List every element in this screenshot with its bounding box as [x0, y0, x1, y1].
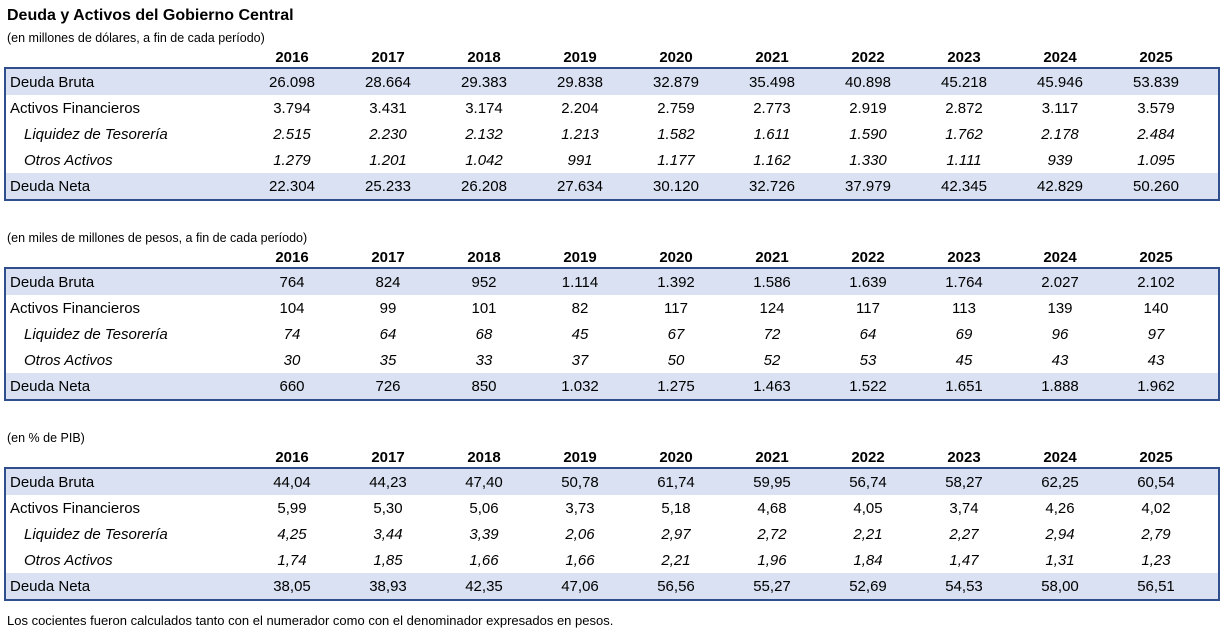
year-header-row [4, 246, 1220, 267]
data-cell: 1.095 [1137, 151, 1175, 169]
row-label: Deuda Neta [10, 177, 91, 195]
data-cell: 54,53 [945, 577, 983, 595]
table-row [6, 173, 1218, 199]
data-cell: 726 [375, 377, 401, 395]
data-cell: 1.201 [369, 151, 407, 169]
year-header-cell: 2020 [659, 49, 693, 66]
footnote: Los cocientes fueron calculados tanto con el numerador como con el denominador expresados en pesos. [7, 613, 614, 628]
data-cell: 4,02 [1141, 499, 1171, 517]
data-cell: 58,00 [1041, 577, 1079, 595]
data-cell: 824 [375, 273, 401, 291]
data-cell: 139 [1047, 299, 1073, 317]
data-cell: 56,74 [849, 473, 887, 491]
data-cell: 1.522 [849, 377, 887, 395]
data-cell: 1.962 [1137, 377, 1175, 395]
table-row [6, 495, 1218, 521]
data-cell: 69 [955, 325, 973, 343]
table-row [6, 469, 1218, 495]
row-label: Deuda Neta [10, 577, 91, 595]
data-cell: 58,27 [945, 473, 983, 491]
year-header-cell: 2023 [947, 49, 981, 66]
year-header-cell: 2016 [275, 49, 309, 66]
data-cell: 26.208 [461, 177, 507, 195]
data-cell: 43 [1051, 351, 1069, 369]
data-cell: 1,47 [949, 551, 979, 569]
data-cell: 1,66 [469, 551, 499, 569]
data-cell: 850 [471, 377, 497, 395]
row-label: Deuda Neta [10, 377, 91, 395]
data-cell: 5,99 [277, 499, 307, 517]
year-header-cell: 2017 [371, 49, 405, 66]
row-label: Liquidez de Tesorería [24, 125, 168, 143]
data-cell: 5,06 [469, 499, 499, 517]
data-cell: 2.919 [849, 99, 887, 117]
data-cell: 38,05 [273, 577, 311, 595]
table-row [6, 373, 1218, 399]
year-header-cell: 2017 [371, 449, 405, 466]
year-header-cell: 2020 [659, 249, 693, 266]
data-cell: 117 [664, 299, 688, 317]
row-label: Otros Activos [24, 551, 113, 569]
data-cell: 124 [759, 299, 785, 317]
data-cell: 29.383 [461, 73, 507, 91]
data-cell: 3.117 [1041, 99, 1079, 117]
year-header-cell: 2019 [563, 249, 597, 266]
data-cell: 56,51 [1137, 577, 1175, 595]
row-label: Otros Activos [24, 351, 113, 369]
year-header-cell: 2022 [851, 249, 885, 266]
data-cell: 22.304 [269, 177, 315, 195]
year-header-cell: 2021 [755, 249, 789, 266]
year-header-cell: 2021 [755, 49, 789, 66]
data-cell: 1.764 [945, 273, 983, 291]
data-cell: 1.111 [946, 151, 982, 169]
data-cell: 42,35 [465, 577, 503, 595]
data-cell: 2,72 [757, 525, 787, 543]
data-cell: 82 [571, 299, 589, 317]
data-cell: 1.586 [753, 273, 791, 291]
data-cell: 2.132 [465, 125, 503, 143]
table-row [6, 295, 1218, 321]
table-subtitle: (en miles de millones de pesos, a fin de cada período) [7, 231, 308, 245]
year-header-row [4, 46, 1220, 67]
table-row [6, 69, 1218, 95]
year-header-row [4, 446, 1220, 467]
year-header-cell: 2023 [947, 449, 981, 466]
table-row [6, 547, 1218, 573]
table-row [6, 121, 1218, 147]
data-cell: 4,05 [853, 499, 883, 517]
table-row [6, 347, 1218, 373]
data-cell: 113 [952, 299, 976, 317]
data-cell: 3,39 [469, 525, 499, 543]
data-cell: 45.218 [941, 73, 987, 91]
data-cell: 2.204 [561, 99, 599, 117]
data-cell: 1.114 [561, 273, 599, 291]
data-cell: 2.230 [369, 125, 407, 143]
table-subtitle: (en millones de dólares, a fin de cada período) [7, 31, 265, 45]
data-cell: 74 [283, 325, 301, 343]
data-cell: 1.162 [753, 151, 791, 169]
data-cell: 2,97 [661, 525, 691, 543]
data-cell: 3.174 [465, 99, 503, 117]
data-cell: 1,84 [853, 551, 883, 569]
data-cell: 26.098 [269, 73, 315, 91]
data-cell: 42.345 [941, 177, 987, 195]
data-cell: 52 [763, 351, 781, 369]
data-cell: 1.275 [657, 377, 695, 395]
data-cell: 1.463 [753, 377, 791, 395]
row-label: Activos Financieros [10, 299, 141, 317]
data-cell: 1.330 [849, 151, 887, 169]
data-cell: 2.484 [1137, 125, 1175, 143]
table-subtitle: (en % de PIB) [7, 431, 85, 445]
data-cell: 47,40 [465, 473, 503, 491]
table-row [6, 269, 1218, 295]
data-cell: 2.178 [1041, 125, 1079, 143]
year-header-cell: 2023 [947, 249, 981, 266]
data-cell: 97 [1147, 325, 1165, 343]
row-label: Deuda Bruta [10, 73, 95, 91]
data-cell: 140 [1143, 299, 1169, 317]
data-cell: 45.946 [1037, 73, 1083, 91]
data-cell: 1,23 [1141, 551, 1171, 569]
table-row [6, 573, 1218, 599]
data-cell: 1.177 [657, 151, 695, 169]
data-cell: 3.794 [273, 99, 311, 117]
year-header-cell: 2019 [563, 49, 597, 66]
year-header-cell: 2019 [563, 449, 597, 466]
data-cell: 1.042 [465, 151, 503, 169]
data-cell: 45 [571, 325, 589, 343]
year-header-cell: 2025 [1139, 49, 1173, 66]
data-cell: 5,30 [373, 499, 403, 517]
table-row [6, 95, 1218, 121]
data-cell: 32.726 [749, 177, 795, 195]
row-label: Liquidez de Tesorería [24, 525, 168, 543]
data-cell: 67 [667, 325, 685, 343]
data-cell: 28.664 [365, 73, 411, 91]
data-cell: 60,54 [1137, 473, 1175, 491]
data-table [4, 67, 1220, 201]
year-header-cell: 2022 [851, 449, 885, 466]
data-cell: 56,56 [657, 577, 695, 595]
table-row [6, 321, 1218, 347]
data-cell: 27.634 [557, 177, 603, 195]
year-header-cell: 2018 [467, 449, 501, 466]
data-cell: 2,79 [1141, 525, 1171, 543]
data-cell: 50,78 [561, 473, 599, 491]
data-cell: 42.829 [1037, 177, 1083, 195]
data-cell: 99 [379, 299, 397, 317]
data-cell: 33 [475, 351, 493, 369]
data-cell: 43 [1147, 351, 1165, 369]
data-cell: 4,68 [757, 499, 787, 517]
row-label: Otros Activos [24, 151, 113, 169]
data-cell: 2,21 [661, 551, 691, 569]
data-cell: 5,18 [661, 499, 691, 517]
row-label: Activos Financieros [10, 99, 141, 117]
data-cell: 1,85 [373, 551, 403, 569]
data-cell: 30.120 [653, 177, 699, 195]
data-cell: 4,26 [1045, 499, 1075, 517]
data-cell: 2.027 [1041, 273, 1079, 291]
data-cell: 1.032 [561, 377, 599, 395]
data-cell: 3.579 [1137, 99, 1175, 117]
data-cell: 25.233 [365, 177, 411, 195]
data-cell: 53.839 [1133, 73, 1179, 91]
data-cell: 59,95 [753, 473, 791, 491]
data-cell: 1.762 [945, 125, 983, 143]
year-header-cell: 2024 [1043, 49, 1077, 66]
data-cell: 952 [471, 273, 497, 291]
data-cell: 939 [1047, 151, 1073, 169]
data-cell: 2,21 [853, 525, 883, 543]
data-cell: 50 [667, 351, 685, 369]
data-cell: 1.279 [273, 151, 311, 169]
data-cell: 660 [279, 377, 305, 395]
data-cell: 764 [279, 273, 305, 291]
data-cell: 1.888 [1041, 377, 1079, 395]
data-cell: 32.879 [653, 73, 699, 91]
table-row [6, 521, 1218, 547]
data-cell: 1.639 [849, 273, 887, 291]
data-cell: 1.392 [657, 273, 695, 291]
data-cell: 1.582 [657, 125, 695, 143]
table-section-pesos [4, 231, 1220, 401]
row-label: Deuda Bruta [10, 273, 95, 291]
data-cell: 96 [1051, 325, 1069, 343]
data-cell: 2.773 [753, 99, 791, 117]
data-cell: 53 [859, 351, 877, 369]
data-cell: 64 [859, 325, 877, 343]
year-header-cell: 2018 [467, 249, 501, 266]
data-cell: 1.590 [849, 125, 887, 143]
data-cell: 3,44 [373, 525, 403, 543]
data-cell: 29.838 [557, 73, 603, 91]
data-cell: 101 [471, 299, 497, 317]
data-cell: 3.431 [369, 99, 407, 117]
data-cell: 2,06 [565, 525, 595, 543]
page-title: Deuda y Activos del Gobierno Central [7, 7, 294, 24]
year-header-cell: 2025 [1139, 249, 1173, 266]
data-cell: 2.759 [657, 99, 695, 117]
data-cell: 2,94 [1045, 525, 1075, 543]
data-cell: 104 [279, 299, 305, 317]
data-cell: 1,66 [565, 551, 595, 569]
year-header-cell: 2024 [1043, 449, 1077, 466]
row-label: Activos Financieros [10, 499, 141, 517]
data-cell: 1,31 [1045, 551, 1075, 569]
data-cell: 2.515 [273, 125, 311, 143]
table-section-dollars [4, 31, 1220, 201]
data-cell: 44,04 [273, 473, 311, 491]
year-header-cell: 2017 [371, 249, 405, 266]
data-cell: 3,73 [565, 499, 595, 517]
data-cell: 117 [856, 299, 880, 317]
data-cell: 2,27 [949, 525, 979, 543]
data-cell: 64 [379, 325, 397, 343]
data-cell: 1,74 [277, 551, 307, 569]
data-cell: 68 [475, 325, 493, 343]
table-row [6, 147, 1218, 173]
data-cell: 1.611 [753, 125, 791, 143]
data-cell: 4,25 [277, 525, 307, 543]
data-table [4, 467, 1220, 601]
row-label: Liquidez de Tesorería [24, 325, 168, 343]
data-cell: 35 [379, 351, 397, 369]
data-cell: 991 [567, 151, 593, 169]
data-cell: 1,96 [757, 551, 787, 569]
year-header-cell: 2024 [1043, 249, 1077, 266]
data-cell: 40.898 [845, 73, 891, 91]
table-section-pib [4, 431, 1220, 601]
data-cell: 2.872 [945, 99, 983, 117]
data-table [4, 267, 1220, 401]
data-cell: 61,74 [657, 473, 695, 491]
data-cell: 38,93 [369, 577, 407, 595]
data-cell: 1.651 [945, 377, 983, 395]
data-cell: 72 [763, 325, 781, 343]
data-cell: 37 [571, 351, 589, 369]
year-header-cell: 2016 [275, 449, 309, 466]
data-cell: 47,06 [561, 577, 599, 595]
data-cell: 45 [955, 351, 973, 369]
row-label: Deuda Bruta [10, 473, 95, 491]
data-cell: 1.213 [561, 125, 599, 143]
data-cell: 3,74 [949, 499, 979, 517]
data-cell: 2.102 [1137, 273, 1175, 291]
data-cell: 44,23 [369, 473, 407, 491]
data-cell: 37.979 [845, 177, 891, 195]
year-header-cell: 2018 [467, 49, 501, 66]
year-header-cell: 2021 [755, 449, 789, 466]
year-header-cell: 2022 [851, 49, 885, 66]
data-cell: 62,25 [1041, 473, 1079, 491]
data-cell: 52,69 [849, 577, 887, 595]
data-cell: 50.260 [1133, 177, 1179, 195]
year-header-cell: 2020 [659, 449, 693, 466]
data-cell: 30 [283, 351, 301, 369]
data-cell: 55,27 [753, 577, 791, 595]
year-header-cell: 2016 [275, 249, 309, 266]
data-cell: 35.498 [749, 73, 795, 91]
year-header-cell: 2025 [1139, 449, 1173, 466]
